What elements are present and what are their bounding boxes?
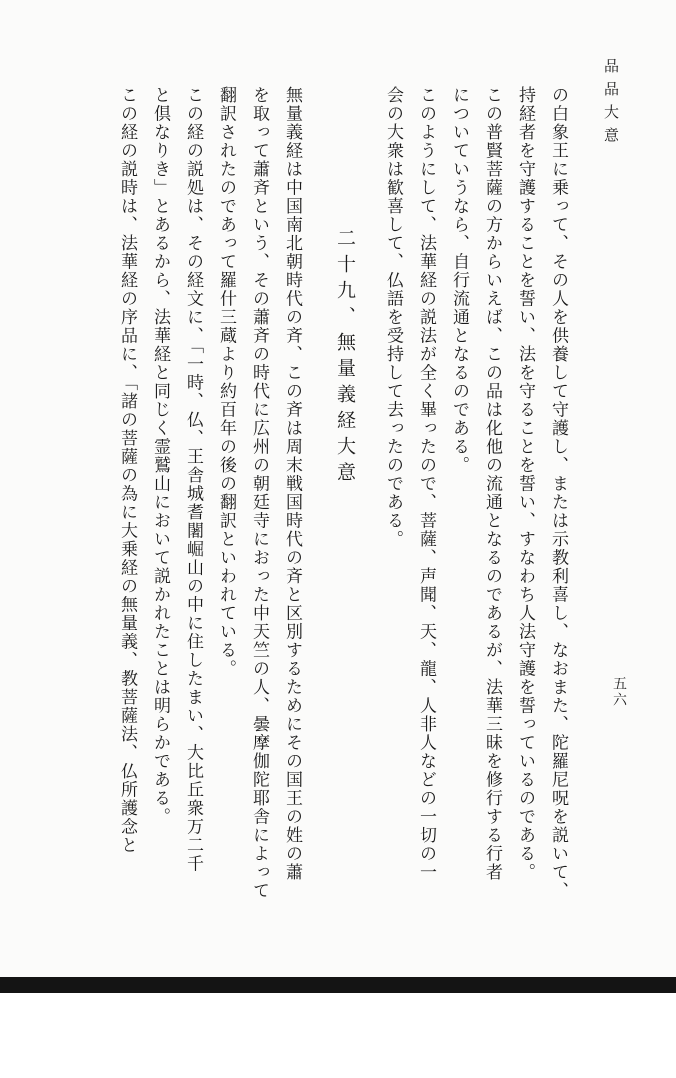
section-heading: 二十九、無量義経大意 bbox=[334, 228, 356, 488]
text-column-11: と倶なりき」とあるから、法華経と同じく霊鷲山において説かれたことは明らかである。 bbox=[150, 86, 170, 826]
text-column-8: を取って蕭斉という、その蕭斉の時代に広州の朝廷寺におった中天竺の人、曇摩伽陀耶舎によって bbox=[249, 86, 269, 900]
text-column-3: この普賢菩薩の方からいえば、この品は化他の流通となるのであるが、法華三昧を修行する行者 bbox=[482, 86, 502, 882]
text-column-6: 会の大衆は歓喜して、仏語を受持して去ったのである。 bbox=[383, 86, 403, 549]
running-head: 品品大意 bbox=[602, 58, 620, 150]
text-column-10: この経の説処は、その経文に、「一時、仏、王舎城耆闍崛山の中に住したまい、大比丘衆万二千 bbox=[183, 86, 203, 873]
text-column-2: 持経者を守護することを誓い、法を守ることを誓い、すなわち人法守護を誓っているのである。 bbox=[515, 86, 535, 882]
text-column-9: 翻訳されたのであって羅什三蔵より約百年の後の翻訳といわれている。 bbox=[216, 86, 236, 678]
scan-edge bbox=[0, 977, 676, 993]
text-column-12: この経の説時は、法華経の序品に、「諸の菩薩の為に大乗経の無量義、教菩薩法、仏所護念と bbox=[117, 86, 137, 855]
text-column-7: 無量義経は中国南北朝時代の斉、この斉は周末戦国時代の斉と区別するためにその国王の姓の蕭 bbox=[282, 86, 302, 882]
text-column-1: の白象王に乗って、その人を供養して守護し、または示教利喜し、なおまた、陀羅尼呪を説いて、 bbox=[548, 86, 568, 900]
text-column-5: このようにして、法華経の説法が全く畢ったので、菩薩、声聞、天、龍、人非人などの一切の一 bbox=[416, 86, 436, 882]
page-number: 五六 bbox=[611, 676, 627, 708]
text-column-4: についていうなら、自行流通となるのである。 bbox=[449, 86, 469, 475]
